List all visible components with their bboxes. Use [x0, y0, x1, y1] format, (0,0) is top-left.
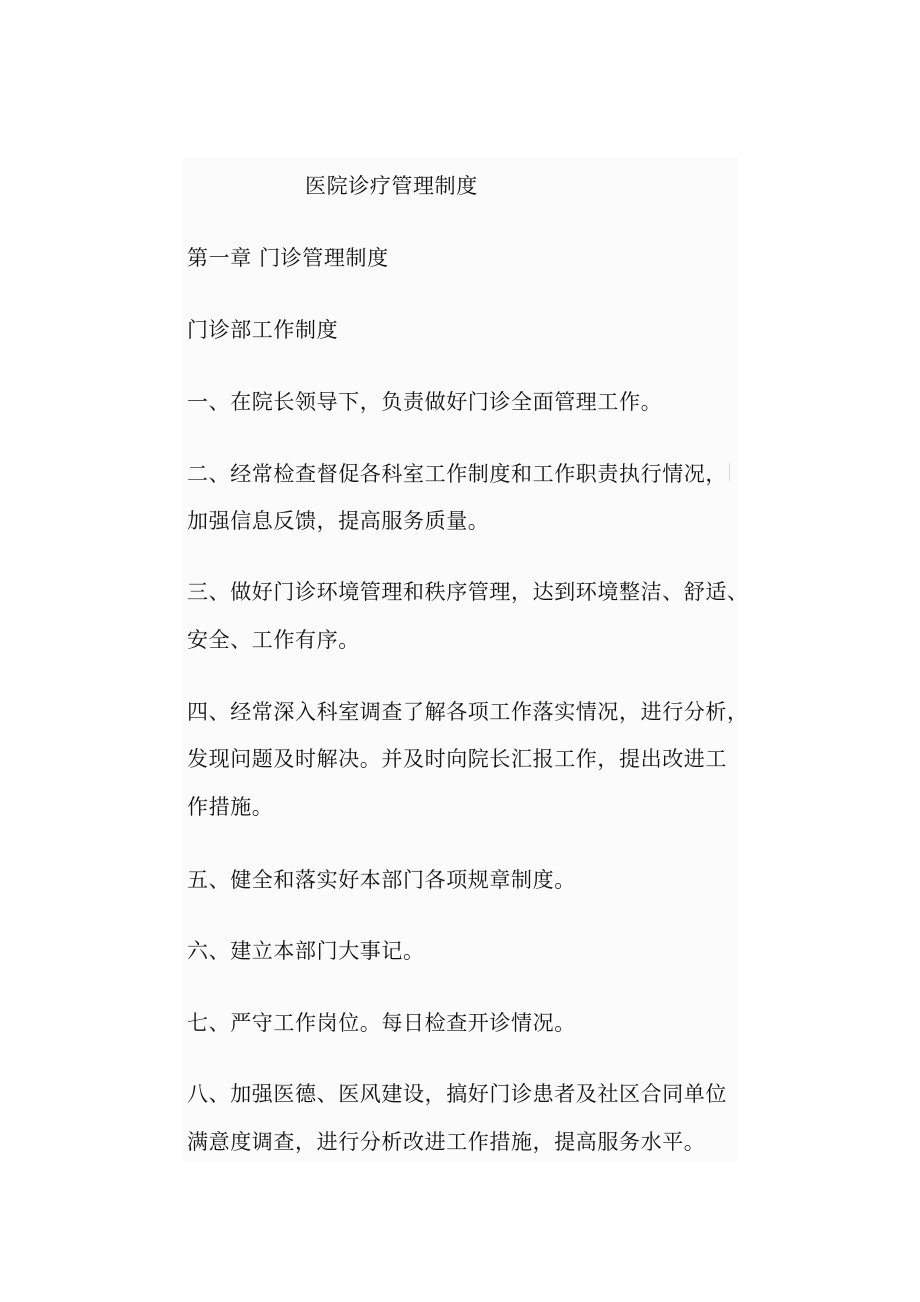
- rule-line: 一、在院长领导下，负责做好门诊全面管理工作。: [187, 390, 663, 414]
- scan-edge-mark: [729, 463, 730, 481]
- rule-line: 三、做好门诊环境管理和秩序管理，达到环境整洁、舒适、: [187, 580, 749, 604]
- section-heading: 门诊部工作制度: [187, 318, 339, 342]
- rule-line-continuation: 安全、工作有序。: [187, 628, 360, 652]
- rule-line-continuation: 满意度调查，进行分析改进工作措施，提高服务水平。: [187, 1130, 706, 1154]
- document-title: 医院诊疗管理制度: [305, 174, 478, 198]
- rule-line: 二、经常检查督促各科室工作制度和工作职责执行情况，: [187, 462, 727, 486]
- rule-line-continuation: 加强信息反馈，提高服务质量。: [187, 509, 490, 533]
- rule-line-continuation: 作措施。: [187, 795, 274, 819]
- rule-line: 八、加强医德、医风建设，搞好门诊患者及社区合同单位: [187, 1082, 727, 1106]
- rule-line-continuation: 发现问题及时解决。并及时向院长汇报工作，提出改进工: [187, 747, 727, 771]
- rule-line: 四、经常深入科室调查了解各项工作落实情况，进行分析，: [187, 700, 749, 724]
- rule-line: 五、健全和落实好本部门各项规章制度。: [187, 868, 576, 892]
- rule-line: 七、严守工作岗位。每日检查开诊情况。: [187, 1011, 576, 1035]
- rule-line: 六、建立本部门大事记。: [187, 939, 425, 963]
- chapter-heading: 第一章 门诊管理制度: [187, 246, 389, 270]
